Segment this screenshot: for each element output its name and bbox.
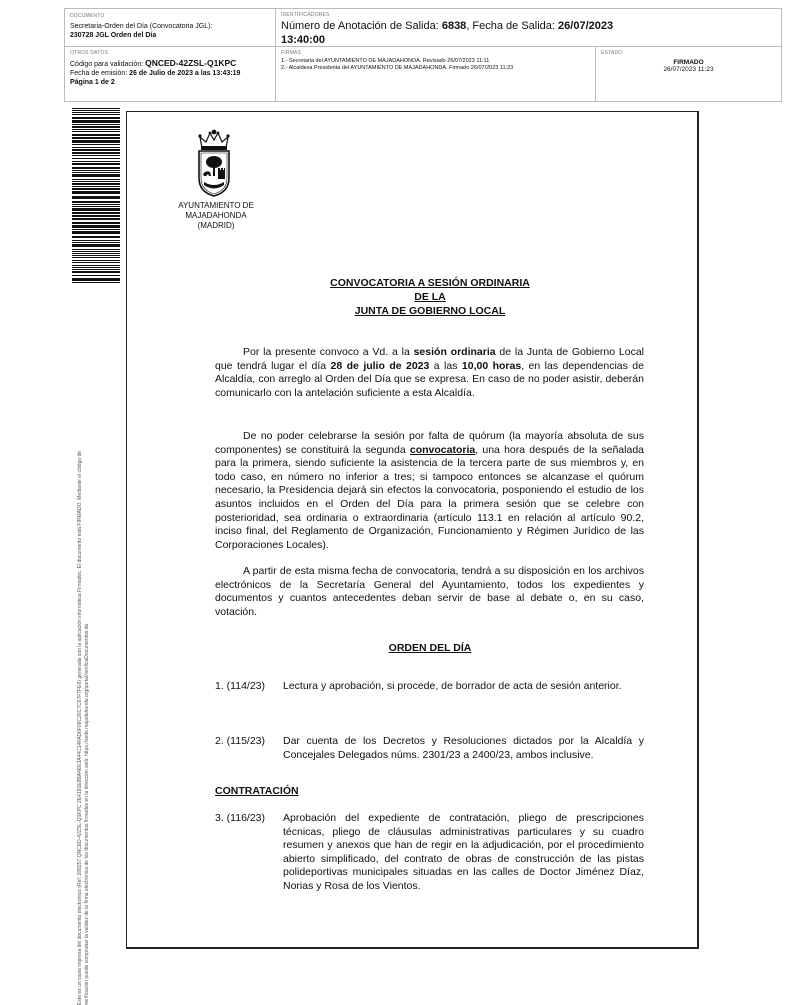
agenda-item-text: Aprobación del expediente de contratación, pliego de prescripciones técnicas, pliego de cláusulas administrativas particulares y su cuadro resumen y anexos que han de regir en la adjudicación, por el procedimiento abierto simplificado, del contrato de obras de construcción de las pistas polideportivas municipales situadas en las calles de Doctor Jiménez Díaz, Norias y Rosa de los Vientos. bbox=[283, 812, 644, 892]
section-contratacion: CONTRATACIÓN bbox=[215, 785, 299, 797]
estado-fecha: 26/07/2023 11:23 bbox=[663, 66, 714, 73]
document-title bbox=[250, 276, 610, 318]
paragraph-quorum: De no poder celebrarse la sesión por falta de quórum (la mayoría absoluta de sus componentes) se constituirá la segunda convocatoria, una hora después de la señalada para la primera, siendo suficiente la asistencia de la tercera parte de sus miembros y, en todo caso, en número no inferior a tres; si tampoco entonces se alcanzase el quórum necesario, la Presidencia dejará sin efectos la convocatoria, posponiendo el estudio de los asuntos incluidos en el Orden del Día para la primera sesión que se celebre con posterioridad, sea ordinaria o extraordinaria (artículo 113.1 en relación al artículo 90.2, inciso final, del Reglamento de Organización, Funcionamiento y Régimen Jurídico de las Corporaciones Locales). bbox=[215, 430, 645, 551]
firmas-label: FIRMAS bbox=[281, 50, 302, 56]
verification-line-1: Este es un copia impresa del documento electrónico (Ref: 288257 QNCED-42ZSL-Q1KPC 2E4181E8BA4EE3A44C14FAD6F08C26C7C67F7FE6) generada con la aplicación informática Firmadoc. El documento está FIRMADO. Mediante el código de bbox=[77, 450, 83, 1005]
verification-side-text bbox=[77, 265, 97, 1005]
agenda-item-text: Dar cuenta de los Decretos y Resoluciones dictados por la Alcaldía y Concejales Delegados núms. 2301/23 a 2400/23, ambos inclusive. bbox=[283, 735, 644, 761]
registro-time: 13:40:00 bbox=[281, 34, 326, 46]
title-line-2: DE LA bbox=[414, 291, 446, 303]
barcode bbox=[72, 108, 120, 284]
pagina-indicator: Página 1 de 2 bbox=[70, 79, 115, 86]
fecha-emision: Fecha de emisión: 26 de Julio de 2023 a las 13:43:19 bbox=[70, 70, 241, 77]
estado-cell bbox=[596, 47, 781, 101]
estado-value: FIRMADO bbox=[673, 59, 704, 66]
registro-date: 26/07/2023 bbox=[558, 20, 614, 32]
municipality-name bbox=[160, 201, 272, 231]
registro-cell bbox=[276, 9, 781, 47]
documento-title: Secretaria-Orden del Día (Convocatoria JGL): bbox=[70, 23, 213, 30]
otros-label: OTROS DATOS bbox=[70, 50, 109, 56]
otros-datos-cell bbox=[65, 47, 276, 101]
estado-label: ESTADO bbox=[601, 50, 623, 56]
municipality-line-1: AYUNTAMIENTO DE bbox=[178, 201, 254, 210]
documento-cell bbox=[65, 9, 276, 47]
agenda-item-text: Lectura y aprobación, si procede, de borrador de acta de sesión anterior. bbox=[283, 680, 622, 692]
firmas-cell bbox=[276, 47, 596, 101]
agenda-item-number: 1. (114/23) bbox=[215, 680, 266, 692]
registro-number: 6838 bbox=[441, 20, 467, 32]
title-line-3: JUNTA DE GOBIERNO LOCAL bbox=[354, 305, 506, 317]
coat-of-arms-icon bbox=[193, 128, 235, 198]
agenda-item-number: 3. (116/23) bbox=[215, 812, 266, 824]
documento-subtitle: 230728 JGL Orden del Día bbox=[70, 32, 157, 39]
municipality-line-2: MAJADAHONDA bbox=[185, 211, 247, 220]
orden-del-dia-heading: ORDEN DEL DÍA bbox=[388, 642, 472, 654]
title-line-1: CONVOCATORIA A SESIÓN ORDINARIA bbox=[330, 277, 530, 289]
municipality-line-3: (MADRID) bbox=[197, 221, 235, 230]
paragraph-convocatoria: Por la presente convoco a Vd. a la sesión ordinaria de la Junta de Gobierno Local que tendrá lugar el día 28 de julio de 2023 a las 10,00 horas, en las dependencias de Alcaldía, con arreglo al Orden del Día que se expresa. En caso de no poder asistir, deberán comunicarlo con la antelación suficiente a esta Alcaldía. bbox=[215, 346, 644, 399]
codigo-validacion: Código para validación: QNCED-42ZSL-Q1KPC bbox=[70, 58, 237, 68]
documento-label: DOCUMENTO bbox=[70, 13, 105, 19]
codigo-value: QNCED-42ZSL-Q1KPC bbox=[145, 58, 237, 68]
firma-2: 2.- Alcaldesa Presidenta del AYUNTAMIENTO DE MAJADAHONDA. Firmado 26/07/2023 11:23 bbox=[281, 65, 514, 71]
agenda-item-number: 2. (115/23) bbox=[215, 735, 266, 747]
firma-1: 1.- Secretaria del AYUNTAMIENTO DE MAJADAHONDA. Revisado 26/07/2023 11:11 bbox=[281, 58, 490, 64]
document-header bbox=[64, 8, 782, 102]
verification-line-2: verificación puede comprobar la validez de la firma electrónica de los documentos firmados en la dirección web: https://sede.majadahonda.org/portal/verificaDocumentos.do bbox=[84, 623, 90, 1005]
paragraph-disposicion: A partir de esta misma fecha de convocatoria, tendrá a su disposición en los archivos electrónicos de la Secretaría General del Ayuntamiento, todos los expedientes y documentos y cuantos antecedentes deban servir de base al debate o, en su caso, votación. bbox=[215, 565, 644, 618]
registro-label: IDENTIFICADORES bbox=[281, 12, 330, 18]
registro-text: Número de Anotación de Salida: 6838, Fecha de Salida: 26/07/2023 13:40:00 bbox=[281, 20, 614, 46]
